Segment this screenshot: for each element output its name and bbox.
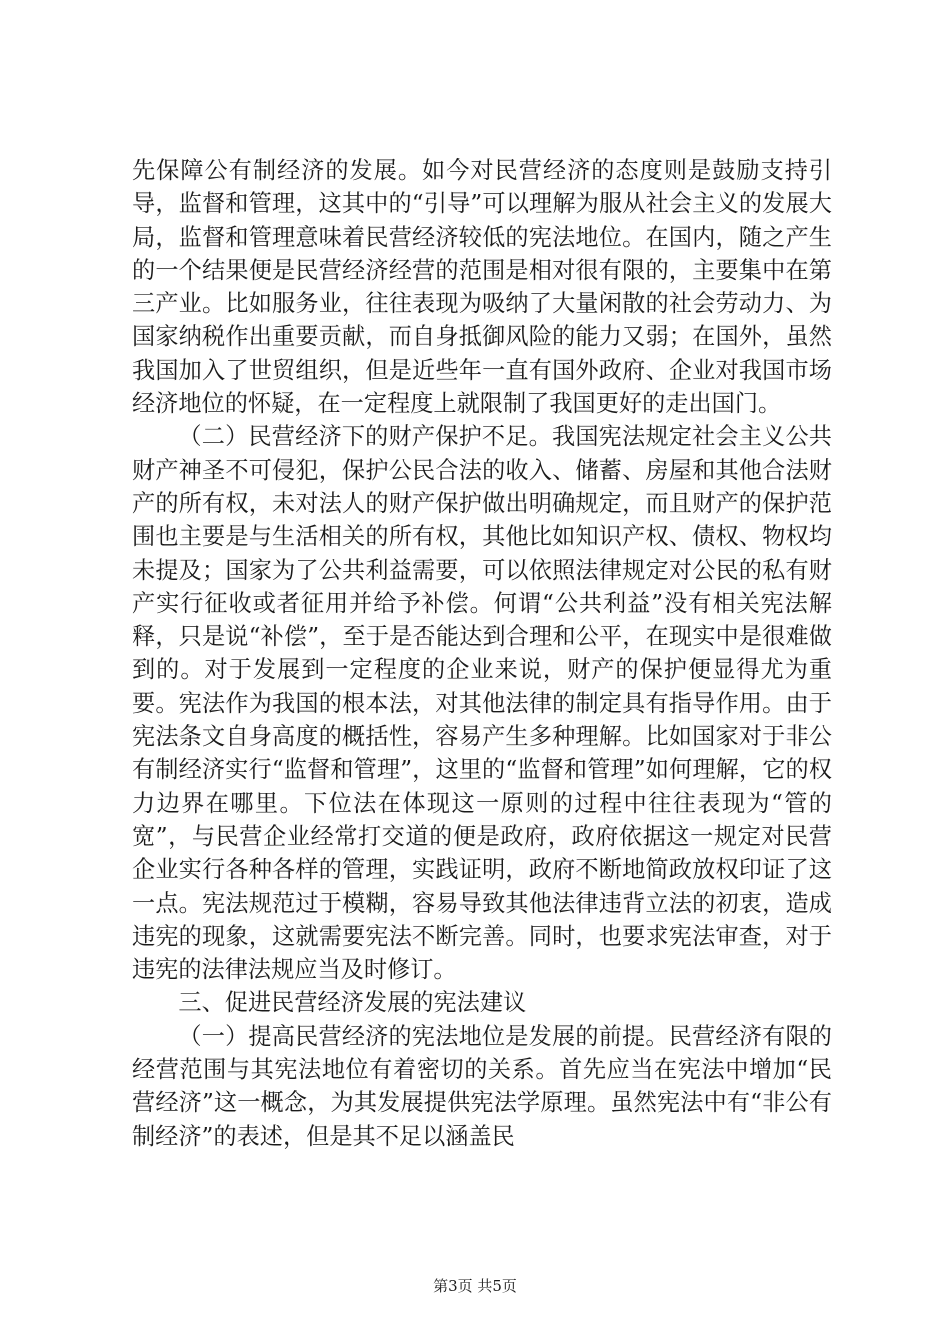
document-body	[132, 154, 832, 1153]
paragraph-property-protection: （二）民营经济下的财产保护不足。我国宪法规定社会主义公共财产神圣不可侵犯，保护公民合法的收入、储蓄、房屋和其他合法财产的所有权，未对法人的财产保护做出明确规定，而且财产的保护范围也主要是与生活相关的所有权，其他比如知识产权、债权、物权均未提及；国家为了公共利益需要，可以依照法律规定对公民的私有财产实行征收或者征用并给予补偿。何谓“公共利益”没有相关宪法解释，只是说“补偿”，至于是否能达到合理和公平，在现实中是很难做到的。对于发展到一定程度的企业来说，财产的保护便显得尤为重要。宪法作为我国的根本法，对其他法律的制定具有指导作用。由于宪法条文自身高度的概括性，容易产生多种理解。比如国家对于非公有制经济实行“监督和管理”，这里的“监督和管理”如何理解，它的权力边界在哪里。下位法在体现这一原则的过程中往往表现为“管的宽”，与民营企业经常打交道的便是政府，政府依据这一规定对民营企业实行各种各样的管理，实践证明，政府不断地简政放权印证了这一点。宪法规范过于模糊，容易导致其他法律违背立法的初衷，造成违宪的现象，这就需要宪法不断完善。同时，也要求宪法审查，对于违宪的法律法规应当及时修订。	[132, 423, 832, 984]
page-footer: 第3页 共5页	[433, 1277, 517, 1295]
paragraph-constitutional-status: （一）提高民营经济的宪法地位是发展的前提。民营经济有限的经营范围与其宪法地位有着密切的关系。首先应当在宪法中增加“民营经济”这一概念，为其发展提供宪法学原理。虽然宪法中有“非公有制经济”的表述，但是其不足以涵盖民	[132, 1022, 832, 1150]
section-heading: 三、促进民营经济发展的宪法建议	[178, 989, 527, 1017]
paragraph-continuation: 先保障公有制经济的发展。如今对民营经济的态度则是鼓励支持引导，监督和管理，这其中的“引导”可以理解为服从社会主义的发展大局，监督和管理意味着民营经济较低的宪法地位。在国内，随之产生的一个结果便是民营经济经营的范围是相对很有限的，主要集中在第三产业。比如服务业，往往表现为吸纳了大量闲散的社会劳动力、为国家纳税作出重要贡献，而自身抵御风险的能力又弱；在国外，虽然我国加入了世贸组织，但是近些年一直有国外政府、企业对我国市场经济地位的怀疑，在一定程度上就限制了我国更好的走出国门。	[132, 157, 832, 418]
